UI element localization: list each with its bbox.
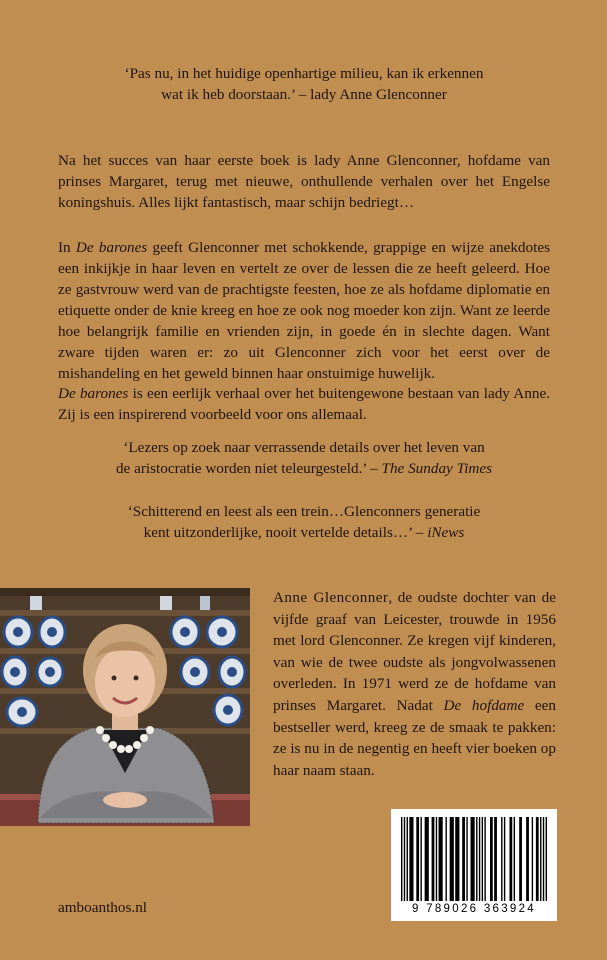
main-text: geeft Glenconner met schokkende, grappige en wijze anekdotes een inkijkje in haar leven en vertelt ze over de lessen die ze heeft geleerd. Hoe ze gastvrouw werd van de prachtigste feesten, hoe ze als hofdame diplomatie en etiquette onder de knie kreeg en hoe ze ook nog moeder kon zijn. Want ze leerde hoe belangrijk familie en vrienden zijn, in goede én in slechte dagen. Want zware tijden waren er: zo uit Glenconner zich voor het eerst over de mishandeling en het geweld binnen haar onstuimige huwelijk.	[58, 239, 550, 382]
closing-text: is een eerlijk verhaal over het buitengewone bestaan van lady Anne. Zij is een inspirerend voorbeeld voor ons allemaal.	[58, 385, 550, 423]
press-source: The Sunday Times	[381, 460, 493, 477]
main-paragraph	[58, 237, 550, 384]
author-quote-line-2: wat ik heb doorstaan.’ – lady Anne Glenconner	[161, 86, 447, 103]
press-quote-line-2: de aristocratie worden niet teleurgesteld.’ –	[115, 460, 382, 477]
barcode-bars	[391, 809, 557, 903]
isbn-number: 9 789026 363924	[411, 903, 537, 915]
author-quote-line-1: ‘Pas nu, in het huidige openhartige milieu, kan ik erkennen	[124, 65, 484, 82]
author-name: Anne Glenconner	[273, 589, 389, 606]
main-prefix: In	[58, 239, 76, 256]
bio-book-title: De hofdame	[443, 696, 525, 714]
press-quote-line-2: kent uitzonderlijke, nooit vertelde details…’ –	[143, 524, 428, 541]
closing-book-title: De barones	[58, 385, 129, 402]
author-photo	[0, 588, 250, 826]
isbn-barcode	[391, 809, 557, 921]
press-quote-line-1: ‘Schitterend en leest als een trein…Glenconners generatie	[127, 503, 481, 520]
bio-text-2: een bestseller werd, kreeg ze de smaak te pakken: ze is nu in de negentig en heeft vier boeken op haar naam staan.	[273, 696, 556, 779]
author-bio	[273, 587, 556, 781]
press-quote-line-1: ‘Lezers op zoek naar verrassende details over het leven van	[123, 439, 485, 456]
author-quote	[58, 63, 550, 105]
main-book-title: De barones	[75, 239, 148, 256]
press-quote-sunday-times	[58, 437, 550, 479]
press-quote-inews	[58, 501, 550, 543]
publisher-website: amboanthos.nl	[58, 899, 148, 916]
intro-paragraph: Na het succes van haar eerste boek is lady Anne Glenconner, hofdame van prinses Margaret, terug met nieuwe, onthullende verhalen over het Engelse koningshuis. Alles lijkt fantastisch, maar schijn bedriegt…	[58, 152, 550, 211]
closing-paragraph	[58, 383, 550, 425]
bio-text-1: , de oudste dochter van de vijfde graaf van Leicester, trouwde in 1956 met lord Glenconner. Ze kregen vijf kinderen, van wie de twee oudste als jongvolwassenen overleden. In 1971 werd ze de hofdame van prinses Margaret. Nadat	[273, 589, 556, 714]
press-source: iNews	[427, 524, 465, 541]
